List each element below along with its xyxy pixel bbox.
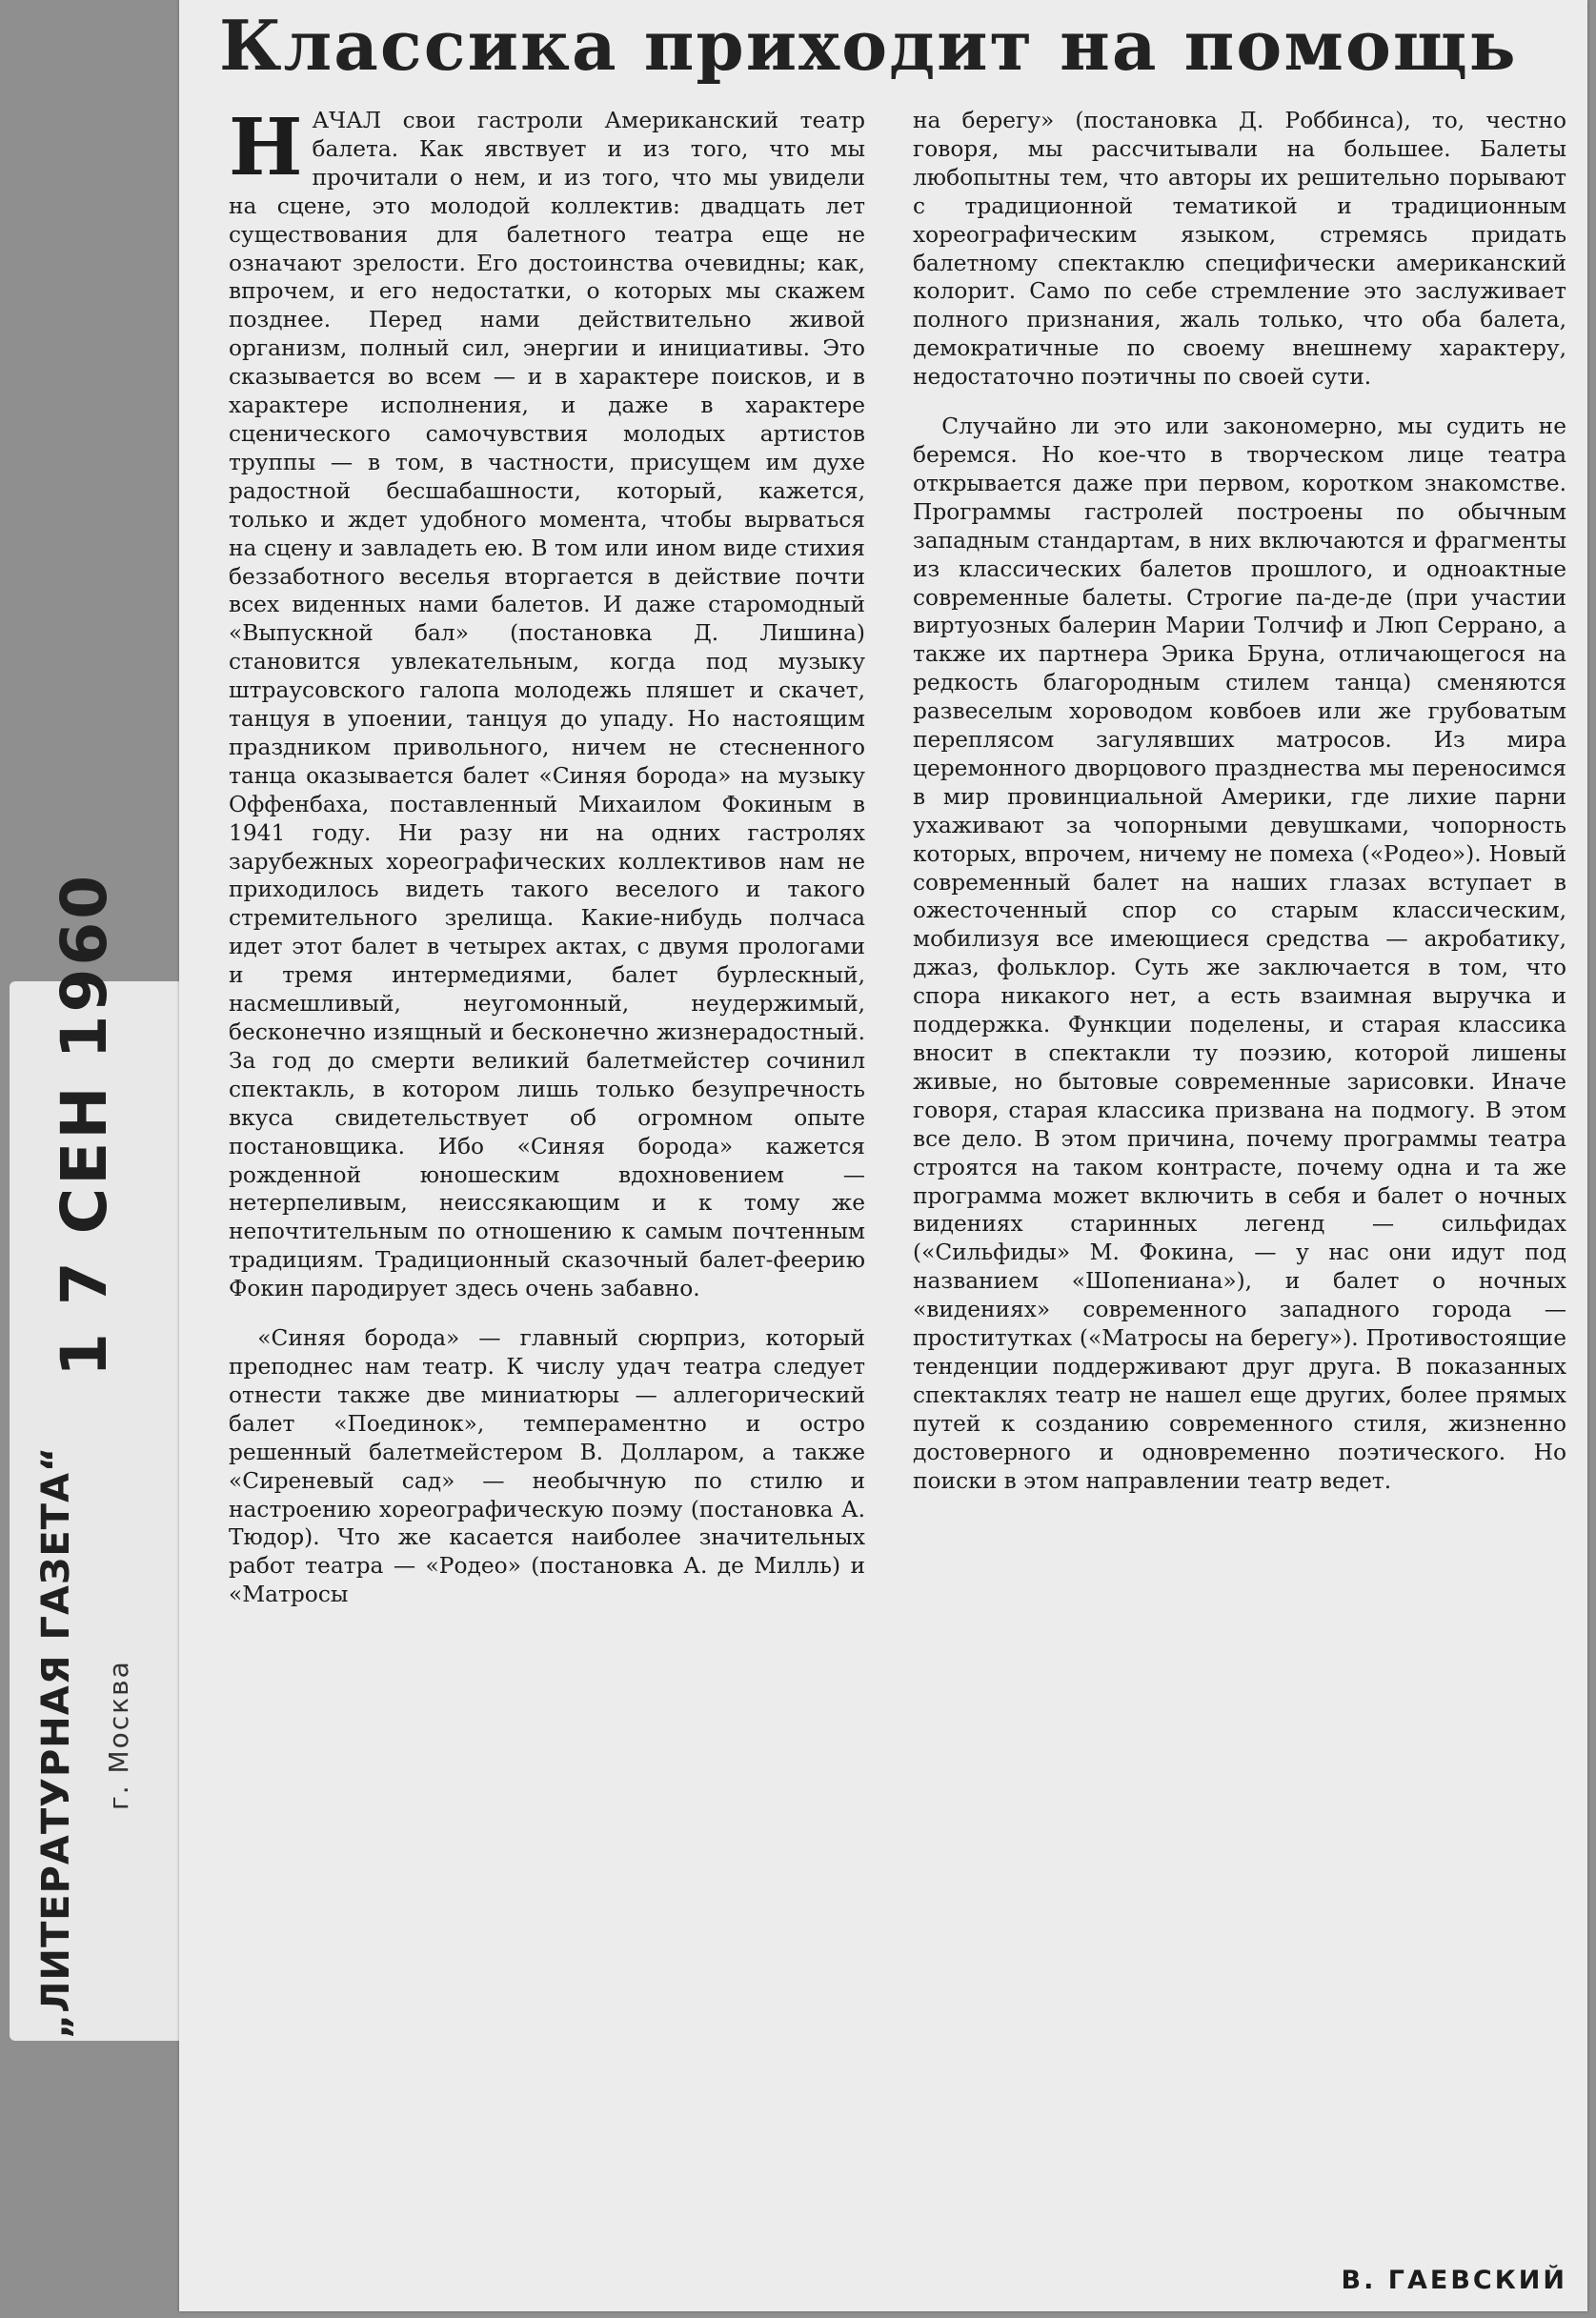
article-paragraph: Случайно ли это или закономерно, мы судить не беремся. Но кое-что в творческом лице театра открывается даже при первом, коротком знакомстве. Программы гастролей построены по обычным западным стандартам, в них включаются и фрагменты из классических балетов прошлого, и одноактные современные балеты. Строгие па-де-де (при участии виртуозных балерин Марии Толчиф и Люп Серрано, а также их партнера Эрика Бруна, отличающегося на редкость благородным стилем танца) сменяются развеселым хороводом ковбоев или же грубоватым переплясом загулявших матросов. Из мира церемонного дворцового празднества мы переносимся в мир провинциальной Америки, где лихие парни ухаживают за чопорными девушками, чопорность которых, впрочем, ничему не помеха («Родео»). Новый современный балет на наших глазах вступает в ожесточенный спор со старым классическим, мобилизуя все имеющиеся средства — акробатику, джаз, фольклор. Суть же заключается в том, что спора никакого нет, а есть взаимная выручка и поддержка. Функции поделены, и старая классика вносит в спектакли ту поэзию, которой лишены живые, но бытовые современные зарисовки. Иначе говоря, старая классика призвана на подмогу. В этом все дело. В этом причина, почему программы театра строятся на таком контрасте, почему одна и та же программа может включить в себя и балет о ночных видениях старинных легенд — сильфидах («Сильфиды» М. Фокина, — у нас они идут под названием «Шопениана»), и балет о ночных «видениях» современного западного города — проститутках («Матросы на берегу»). Противостоящие тенденции поддерживают друг друга. В показанных спектаклях театр не нашел еще других, более прямых путей к созданию современного стиля, жизненно достоверного и одновременно поэтического. Но поиски в этом направлении театр ведет. [913, 413, 1566, 1494]
article-paragraph: «Синяя борода» — главный сюрприз, который преподнес нам театр. К числу удач театра следует отнести также две миниатюры — аллегорический балет «Поединок», темпераментно и остро решенный балетмейстером В. Долларом, а также «Сиреневый сад» — необычную по стилю и настроению хореографическую поэму (постановка А. Тюдор). Что же касается наиболее значительных работ театра — «Родео» (постановка А. де Милль) и «Матросы [229, 1325, 865, 1608]
article-headline: Классика приходит на помощь [219, 5, 1518, 86]
article-column-left [229, 107, 865, 2308]
article-column-right [913, 107, 1566, 2260]
newspaper-name-stamp: „ЛИТЕРАТУРНАЯ ГАЗЕТА“ [34, 1445, 78, 2039]
city-stamp: г. Москва [103, 1660, 134, 1810]
author-byline: В. ГАЕВСКИЙ [1341, 2266, 1567, 2295]
date-stamp: 1 7 СЕН 1960 [48, 872, 121, 1377]
article-paragraph [229, 107, 865, 1303]
article-paragraph: на берегу» (постановка Д. Роббинса), то, честно говоря, мы рассчитывали на большее. Балеты любопытны тем, что авторы их решительно порывают с традиционной тематикой и традиционным хореографическим языком, стремясь придать балетному спектаклю специфически американский колорит. Само по себе стремление это заслуживает полного признания, жаль только, что оба балета, демократичные по своему внешнему характеру, недостаточно поэтичны по своей сути. [913, 108, 1566, 391]
drop-cap: Н [229, 107, 303, 193]
paragraph-text: АЧАЛ свои гастроли Американский театр балета. Как явствует и из того, что мы прочитали о нем, и из того, что мы увидели на сцене, это молодой коллектив: двадцать лет существования для балетного театра еще не означают зрелости. Его достоинства очевидны; как, впрочем, и его недостатки, о которых мы скажем позднее. Перед нами действительно живой организм, полный сил, энергии и инициативы. Это сказывается во всем — и в характере поисков, и в характере исполнения, и даже в характере сценического самочувствия молодых артистов труппы — в том, в частности, присущем им духе радостной бесшабашности, который, кажется, только и ждет удобного момента, чтобы вырваться на сцену и завладеть ею. В том или ином виде стихия беззаботного веселья вторгается в действие почти всех виденных нами балетов. И даже старомодный «Выпускной бал» (постановка Д. Лишина) становится увлекательным, когда под музыку штраусовского галопа молодежь пляшет и скачет, танцуя в упоении, танцуя до упаду. Но настоящим праздником привольного, ничем не стесненного танца оказывается балет «Синяя борода» на музыку Оффенбаха, поставленный Михаилом Фокиным в 1941 году. Ни разу ни на одних гастролях зарубежных хореографических коллективов нам не приходилось видеть такого веселого и такого стремительного зрелища. Какие-нибудь полчаса идет этот балет в четырех актах, с двумя прологами и тремя интермедиями, балет бурлескный, насмешливый, неугомонный, неудержимый, бесконечно изящный и бесконечно жизнерадостный. За год до смерти великий балетмейстер сочинил спектакль, в котором лишь только безупречность вкуса свидетельствует об огромном опыте постановщика. Ибо «Синяя борода» кажется рожденной юношеским вдохновением — нетерпеливым, неиссякающим и к тому же непочтительным по отношению к самым почтенным традициям. Традиционный сказочный балет-феерию Фокин пародирует здесь очень забавно. [229, 108, 865, 1302]
